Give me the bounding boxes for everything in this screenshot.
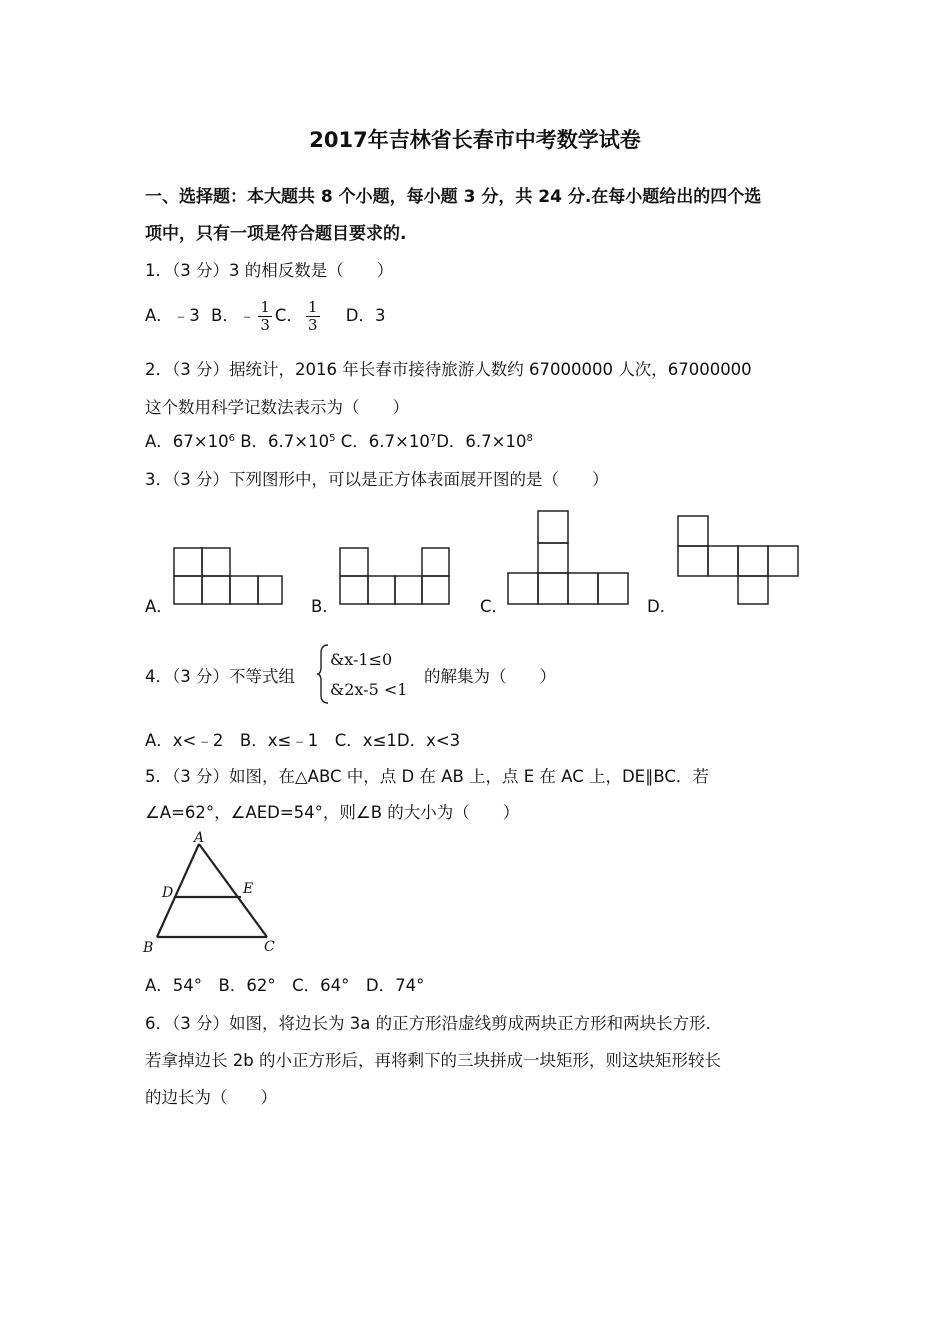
q4-system-row2: &2x-5 <1 — [330, 680, 408, 699]
q3-net-a — [170, 545, 286, 607]
q1-fraction-c: $\frac{1}{3}$ — [307, 298, 318, 334]
label-a: A — [194, 830, 205, 846]
section-heading-line2: 项中，只有一项是符合题目要求的. — [145, 224, 407, 244]
q4-brace — [316, 643, 330, 705]
question-2-options: A．$67\times 10^6$ B．$6.7\times 10^5$ C．$6.7\times 10^7D$．$6.7\times 10^8$ — [145, 432, 533, 451]
q1-option-d: D．3 — [345, 306, 386, 325]
question-1-options — [145, 299, 385, 334]
q1-option-b-prefix: B．﹣ — [211, 306, 256, 325]
question-4-prefix: 4．（3 分）不等式组 — [145, 667, 295, 686]
q3-net-b — [336, 545, 454, 607]
question-4-suffix: 的解集为（ ） — [424, 667, 556, 686]
q1-option-a: A．﹣3 — [145, 306, 200, 325]
label-d: D — [162, 885, 174, 901]
q3-label-d: D． — [647, 597, 677, 616]
question-5-line1: 5．（3 分）如图，在△ABC 中，点 D 在 AB 上，点 E 在 AC 上，DE∥BC．若 — [145, 767, 709, 786]
question-4-options: A．x<﹣2 B．x≤﹣1 C．x≤1D．x<3 — [145, 731, 461, 750]
side-ac — [199, 844, 267, 937]
question-6-line2: 若拿掉边长 2b 的小正方形后，再将剩下的三块拼成一块矩形，则这块矩形较长 — [145, 1051, 721, 1070]
section-heading-line1: 一、选择题：本大题共 8 个小题，每小题 3 分，共 24 分.在每小题给出的四个选 — [145, 187, 762, 207]
question-1-stem: 1．（3 分）3 的相反数是（ ） — [145, 261, 394, 280]
q1-fraction-b: $\frac{1}{3}$ — [260, 298, 270, 334]
q3-net-c — [505, 508, 633, 608]
question-2-line2: 这个数用科学记数法表示为（ ） — [145, 398, 409, 417]
q3-label-a: A． — [145, 597, 173, 616]
question-2-line1: 2．（3 分）据统计，2016 年长春市接待旅游人数约 67000000 人次，67000000 — [145, 360, 752, 379]
question-5-options: A．54° B．62° C．64° D．74° — [145, 976, 425, 995]
question-5-line2: ∠A=62°，∠AED=54°，则∠B 的大小为（ ） — [145, 803, 520, 822]
q5-triangle-figure — [140, 830, 290, 955]
page-title: 2017年吉林省长春市中考数学试卷 — [309, 128, 641, 152]
q3-label-b: B． — [311, 597, 339, 616]
question-6-line3: 的边长为（ ） — [145, 1088, 277, 1107]
q3-label-c: C． — [480, 597, 509, 616]
question-3-stem: 3．（3 分）下列图形中，可以是正方体表面展开图的是（ ） — [145, 470, 609, 489]
q4-system-row1: &x-1≤0 — [330, 650, 393, 669]
q3-net-d — [674, 513, 802, 608]
label-e: E — [243, 881, 254, 897]
label-b: B — [143, 940, 154, 955]
q1-option-c-prefix: C． — [274, 306, 303, 325]
question-6-line1: 6．（3 分）如图，将边长为 3a 的正方形沿虚线剪成两块正方形和两块长方形． — [145, 1014, 723, 1033]
label-c: C — [264, 939, 275, 955]
